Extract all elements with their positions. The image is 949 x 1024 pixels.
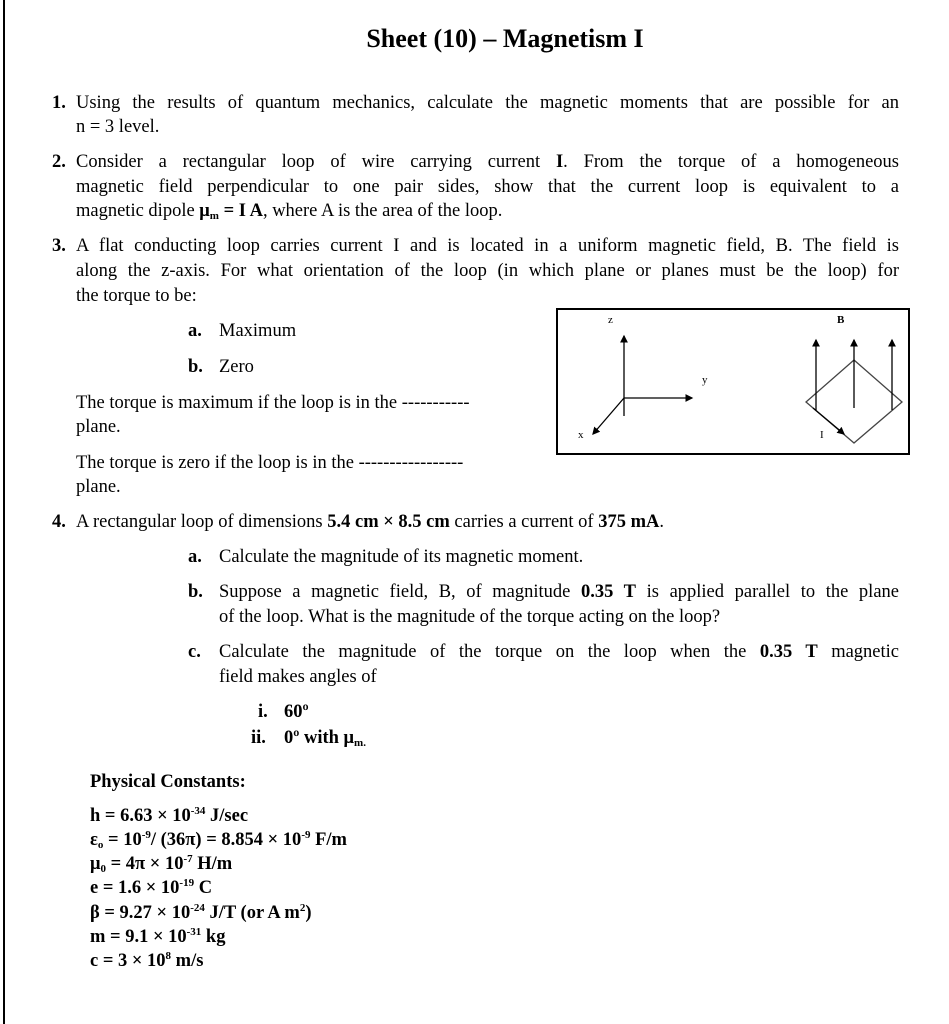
- text: ε: [90, 830, 98, 850]
- q4a-label: a.: [188, 547, 202, 567]
- q1-line: n = 3 level.: [76, 117, 160, 137]
- text: magnetic dipole: [76, 201, 200, 221]
- x-axis: [593, 398, 624, 434]
- torque-max-line: plane.: [76, 417, 121, 437]
- x-label: x: [578, 429, 584, 441]
- constant-c: [90, 949, 203, 973]
- constant-epsilon: [90, 828, 347, 852]
- text: H/m: [192, 854, 233, 874]
- constants-heading: Physical Constants:: [90, 772, 246, 792]
- text: Calculate the magnitude of the torque on the loop when the: [219, 642, 760, 662]
- page-title: Sheet (10) – Magnetism I: [366, 24, 644, 53]
- loop-diagram: [556, 308, 910, 455]
- y-label: y: [702, 374, 708, 386]
- text: kg: [201, 927, 226, 947]
- q4ci-text: 60º: [284, 702, 309, 722]
- text: A rectangular loop of dimensions: [76, 512, 328, 532]
- q4-line: [76, 510, 664, 534]
- text: = I A: [218, 201, 263, 221]
- current-arrow: [813, 408, 844, 434]
- text: m = 9.1 × 10: [90, 927, 187, 947]
- q2-line: magnetic field perpendicular to one pair sides, show that the current loop is equivalent to a: [76, 177, 899, 197]
- constant-e: [90, 876, 212, 900]
- text: 0.35 T: [581, 582, 636, 602]
- text: 2: [299, 902, 306, 914]
- constant-beta: [90, 901, 311, 925]
- text: J/sec: [205, 806, 249, 826]
- q4cii-label: ii.: [251, 728, 266, 748]
- q2-line: [76, 199, 502, 223]
- q1-number: 1.: [52, 93, 66, 113]
- text: is applied parallel to the plane: [636, 582, 899, 602]
- text: 8: [165, 950, 172, 962]
- text: -9: [301, 829, 311, 841]
- q3a-label: a.: [188, 321, 202, 341]
- torque-max-line: The torque is maximum if the loop is in the -----------: [76, 393, 470, 413]
- q3b-label: b.: [188, 357, 203, 377]
- text: -19: [179, 877, 195, 889]
- q3-number: 3.: [52, 236, 66, 256]
- q4ci-label: i.: [258, 702, 268, 722]
- q4c-line: [219, 640, 899, 664]
- torque-zero-line: plane.: [76, 477, 121, 497]
- q4-number: 4.: [52, 512, 66, 532]
- text: .: [659, 512, 665, 532]
- text: . From the torque of a homogeneous: [563, 152, 899, 172]
- text: carries a current of: [449, 512, 599, 532]
- constant-m: [90, 925, 225, 949]
- text: e = 1.6 × 10: [90, 878, 180, 898]
- q4a-text: Calculate the magnitude of its magnetic moment.: [219, 547, 584, 567]
- i-label: I: [820, 429, 824, 441]
- text: -24: [190, 902, 205, 914]
- text: β = 9.27 × 10: [90, 903, 191, 923]
- z-label: z: [608, 314, 613, 326]
- text: -34: [190, 805, 206, 817]
- text: -7: [183, 853, 193, 865]
- b-label: B: [837, 314, 845, 326]
- q3b-text: Zero: [219, 357, 254, 377]
- q4b-line: of the loop. What is the magnitude of the torque acting on the loop?: [219, 607, 721, 627]
- page-edge: [3, 0, 5, 1024]
- q2-number: 2.: [52, 152, 66, 172]
- constant-h: [90, 804, 248, 828]
- text: o: [97, 839, 104, 851]
- text: μ: [90, 854, 101, 874]
- q3-line: A flat conducting loop carries current I and is located in a uniform magnetic field, B. The field is: [76, 236, 899, 256]
- text: c = 3 × 10: [90, 951, 166, 971]
- text: , where A is the area of the loop.: [262, 201, 503, 221]
- q1-line: Using the results of quantum mechanics, calculate the magnetic moments that are possible for an: [76, 93, 899, 113]
- text: Consider a rectangular loop of wire carrying current: [76, 152, 556, 172]
- axes-and-loop-figure: [558, 310, 908, 453]
- text: h = 6.63 × 10: [90, 806, 191, 826]
- text: / (36π) = 8.854 × 10: [150, 830, 302, 850]
- text: m.: [354, 737, 366, 749]
- q4c-label: c.: [188, 642, 201, 662]
- q3a-text: Maximum: [219, 321, 297, 341]
- text: 0º with μ: [284, 728, 355, 748]
- text: 5.4 cm × 8.5 cm: [327, 512, 450, 532]
- constant-mu: [90, 852, 232, 876]
- q2-line: [76, 150, 899, 174]
- text: 0: [100, 863, 106, 875]
- text: C: [194, 878, 213, 898]
- q3-line: along the z-axis. For what orientation of the loop (in which plane or planes must be the loop) for: [76, 261, 899, 281]
- text: 375 mA: [598, 512, 660, 532]
- torque-zero-line: The torque is zero if the loop is in the -----------------: [76, 453, 464, 473]
- text: J/T (or A m: [204, 903, 300, 923]
- text: I: [555, 152, 564, 172]
- q4c-line: field makes angles of: [219, 667, 377, 687]
- text: 0.35 T: [759, 642, 818, 662]
- text: -31: [186, 926, 202, 938]
- text: -9: [141, 829, 151, 841]
- q4cii-text: [284, 726, 366, 750]
- text: ): [305, 903, 312, 923]
- text: μ: [199, 201, 210, 221]
- q4b-line: [219, 580, 899, 604]
- text: = 4π × 10: [106, 854, 184, 874]
- q4b-label: b.: [188, 582, 203, 602]
- text: F/m: [310, 830, 347, 850]
- text: = 10: [103, 830, 142, 850]
- text: m/s: [171, 951, 204, 971]
- q3-line: the torque to be:: [76, 286, 197, 306]
- text: m: [209, 210, 219, 222]
- text: magnetic: [817, 642, 899, 662]
- text: Suppose a magnetic field, B, of magnitude: [219, 582, 581, 602]
